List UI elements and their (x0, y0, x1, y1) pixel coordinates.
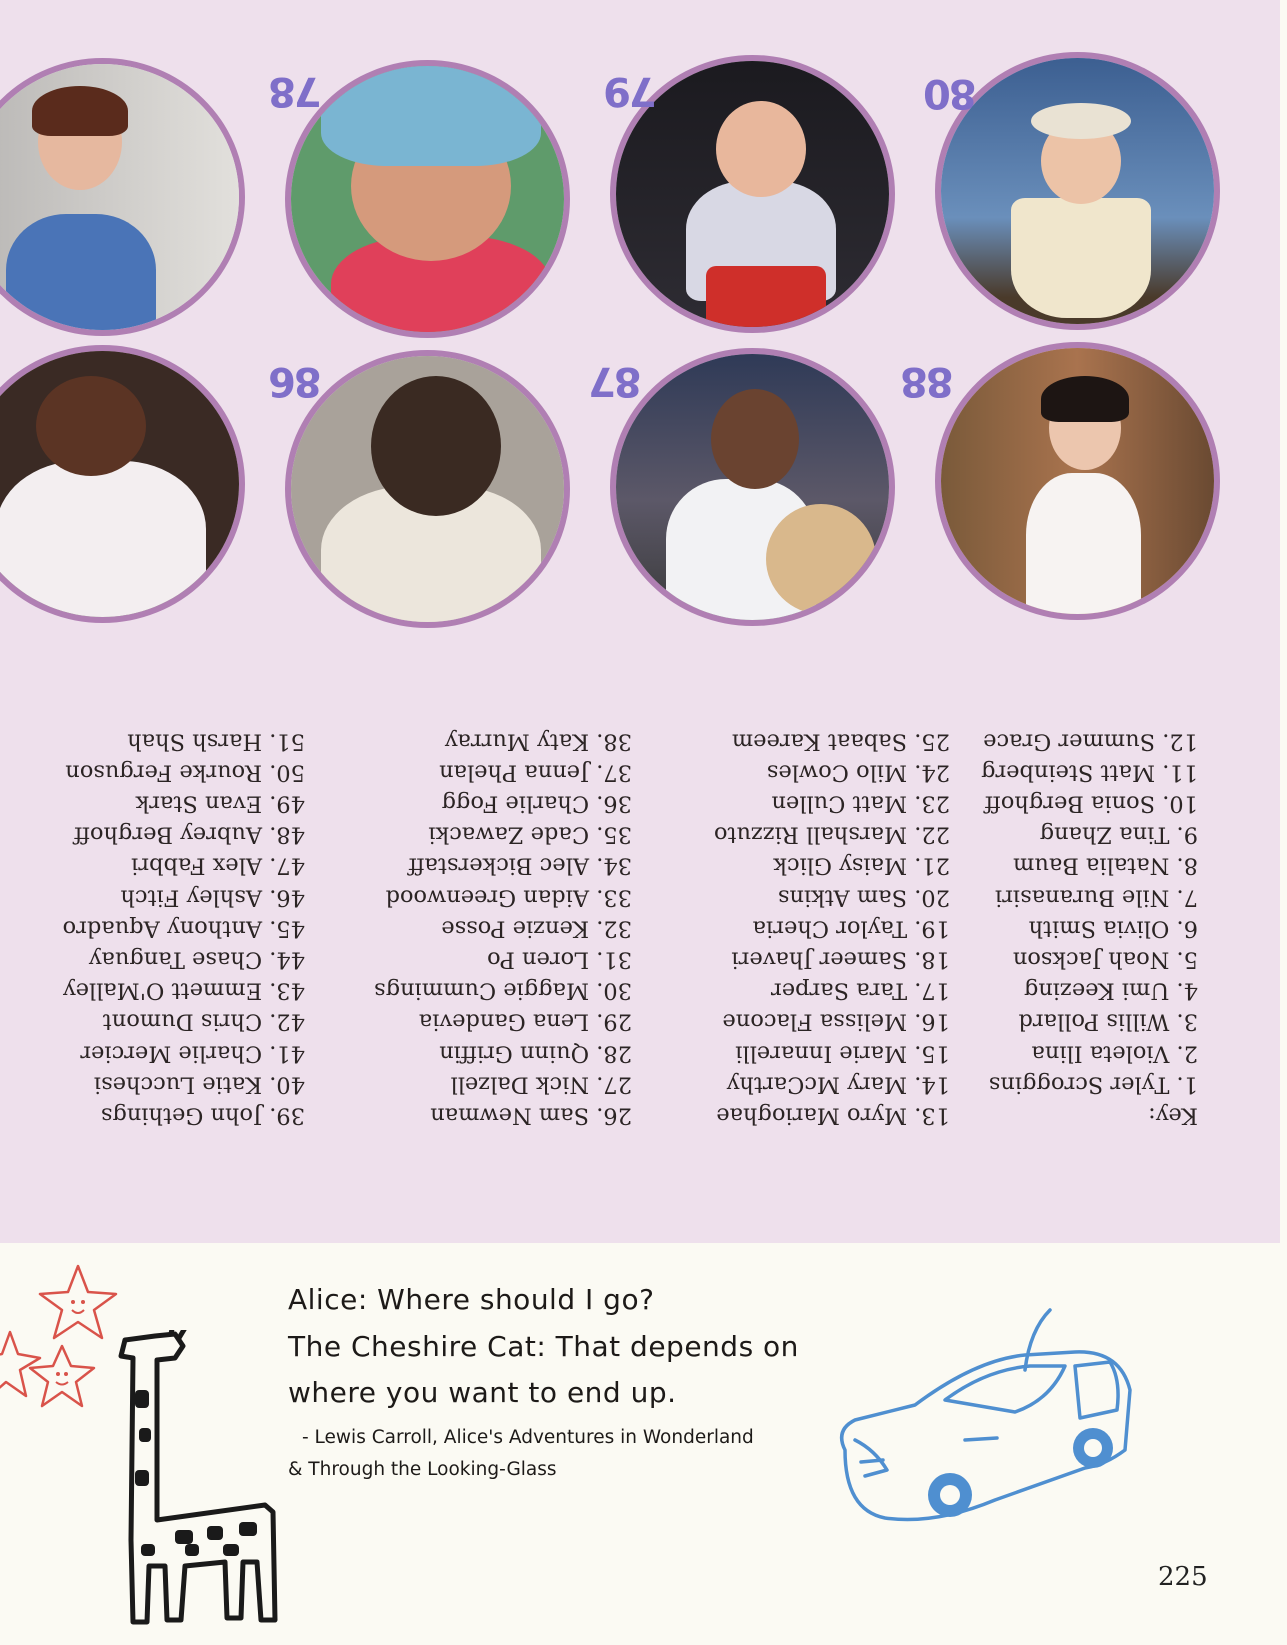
key-entry: 37. Jenna Phelan (439, 759, 632, 786)
key-entry: 16. Melissa Flacone (722, 1008, 950, 1035)
baby-photo-88 (935, 342, 1220, 620)
photo-number: 87 (590, 358, 642, 404)
key-entry: 6. Olivia Smith (1028, 915, 1198, 942)
key-entry: 14. Mary McCarthy (726, 1071, 950, 1098)
key-entry: 11. Matt Steinberg (981, 759, 1198, 786)
key-entry: 51. Harsh Shah (127, 728, 305, 755)
quote-attribution: - Lewis Carroll, Alice's Adventures in Wonderland (302, 1427, 754, 1448)
key-entry: 39. John Gethings (100, 1102, 305, 1129)
key-entry: 8. Natalia Baum (1013, 852, 1198, 879)
baby-photo-80 (935, 52, 1220, 330)
key-entry: 9. Tina Zhang (1039, 821, 1198, 848)
key-entry: 17. Tara Sarper (771, 977, 950, 1004)
quote-line-2: The Cheshire Cat: That depends on (288, 1330, 799, 1363)
car-doodle-icon (825, 1300, 1160, 1550)
baby-photo-86 (285, 350, 570, 628)
key-entry: 35. Cade Zawacki (428, 821, 632, 848)
key-entry: 5. Noah Jackson (1012, 946, 1198, 973)
photo-number: 78 (270, 68, 322, 114)
key-entry: 13. Myro Marioghae (716, 1102, 950, 1129)
baby-photo-77 (0, 58, 245, 336)
quote-attribution: & Through the Looking-Glass (288, 1459, 557, 1480)
key-entry: 38. Katy Murray (444, 728, 632, 755)
key-entry: 21. Maisy Glick (773, 852, 950, 879)
key-entry: 36. Charlie Fogg (441, 790, 632, 817)
key-entry: 33. Aidan Greenwood (385, 884, 632, 911)
key-entry: 15. Marie Innarelli (735, 1040, 950, 1067)
key-entry: 26. Sam Newman (430, 1102, 632, 1129)
key-entry: 48. Aubrey Berghoff (73, 821, 305, 848)
key-entry: 45. Anthony Aquadro (62, 915, 305, 942)
key-entry: 10. Sonia Berghoff (984, 790, 1198, 817)
key-column-1 (963, 725, 1198, 1130)
baby-photo-87 (610, 348, 895, 626)
key-entry: 24. Milo Cowles (766, 759, 950, 786)
photo-number: 88 (902, 358, 954, 404)
key-entry: 46. Ashley Fitch (120, 884, 305, 911)
key-entry: 2. Violeta Ilina (1031, 1040, 1198, 1067)
key-entry: 22. Marshall Rizzuto (713, 821, 950, 848)
key-entry: 44. Chase Tanguay (88, 946, 305, 973)
quote-line-3: where you want to end up. (288, 1376, 677, 1409)
key-entry: 30. Maggie Cummings (374, 977, 632, 1004)
key-entry: 41. Charlie Mercier (80, 1040, 305, 1067)
key-entry: 3. Willis Pollard (1018, 1008, 1198, 1035)
key-entry: 42. Chris Dumont (102, 1008, 305, 1035)
photo-number: 80 (925, 70, 977, 116)
key-entry: 50. Rourke Ferguson (65, 759, 305, 786)
star-doodle-icon (0, 1262, 120, 1422)
key-entry: 4. Umi Keezing (1023, 977, 1198, 1004)
key-entry: 23. Matt Cullen (771, 790, 950, 817)
baby-photo-78 (285, 60, 570, 338)
quote-line-1: Alice: Where should I go? (288, 1283, 655, 1316)
key-entry: 29. Lena Gandevia (418, 1008, 632, 1035)
key-entry: 28. Quinn Griffin (439, 1040, 632, 1067)
baby-photo-85 (0, 345, 245, 623)
photo-number: 86 (270, 358, 322, 404)
key-heading: Key: (1148, 1102, 1198, 1129)
page-number: 225 (1158, 1562, 1208, 1592)
key-column-3 (362, 725, 632, 1130)
key-entry: 27. Nick Dalzell (450, 1071, 632, 1098)
key-column-4 (40, 725, 305, 1130)
key-entry: 18. Sameer Jhaveri (731, 946, 950, 973)
key-entry: 1. Tyler Scroggins (988, 1071, 1198, 1098)
photo-number: 79 (605, 68, 657, 114)
key-entry: 7. Nile Buranasiri (995, 884, 1198, 911)
key-entry: 32. Kenzie Posse (441, 915, 632, 942)
key-entry: 31. Loren Po (487, 946, 632, 973)
key-entry: 34. Alec Bickerstaff (408, 852, 632, 879)
giraffe-doodle-icon (115, 1330, 290, 1630)
key-entry: 43. Emmett O'Malley (62, 977, 305, 1004)
key-entry: 49. Evan Stark (135, 790, 305, 817)
key-entry: 47. Alex Fabbri (131, 852, 305, 879)
key-entry: 25. Sabaat Kareem (731, 728, 950, 755)
key-column-2 (690, 725, 950, 1130)
key-entry: 20. Sam Atkins (777, 884, 950, 911)
key-entry: 40. Katie Lucchesi (93, 1071, 305, 1098)
key-entry: 12. Summer Grace (983, 728, 1198, 755)
key-entry: 19. Taylor Cheria (752, 915, 950, 942)
